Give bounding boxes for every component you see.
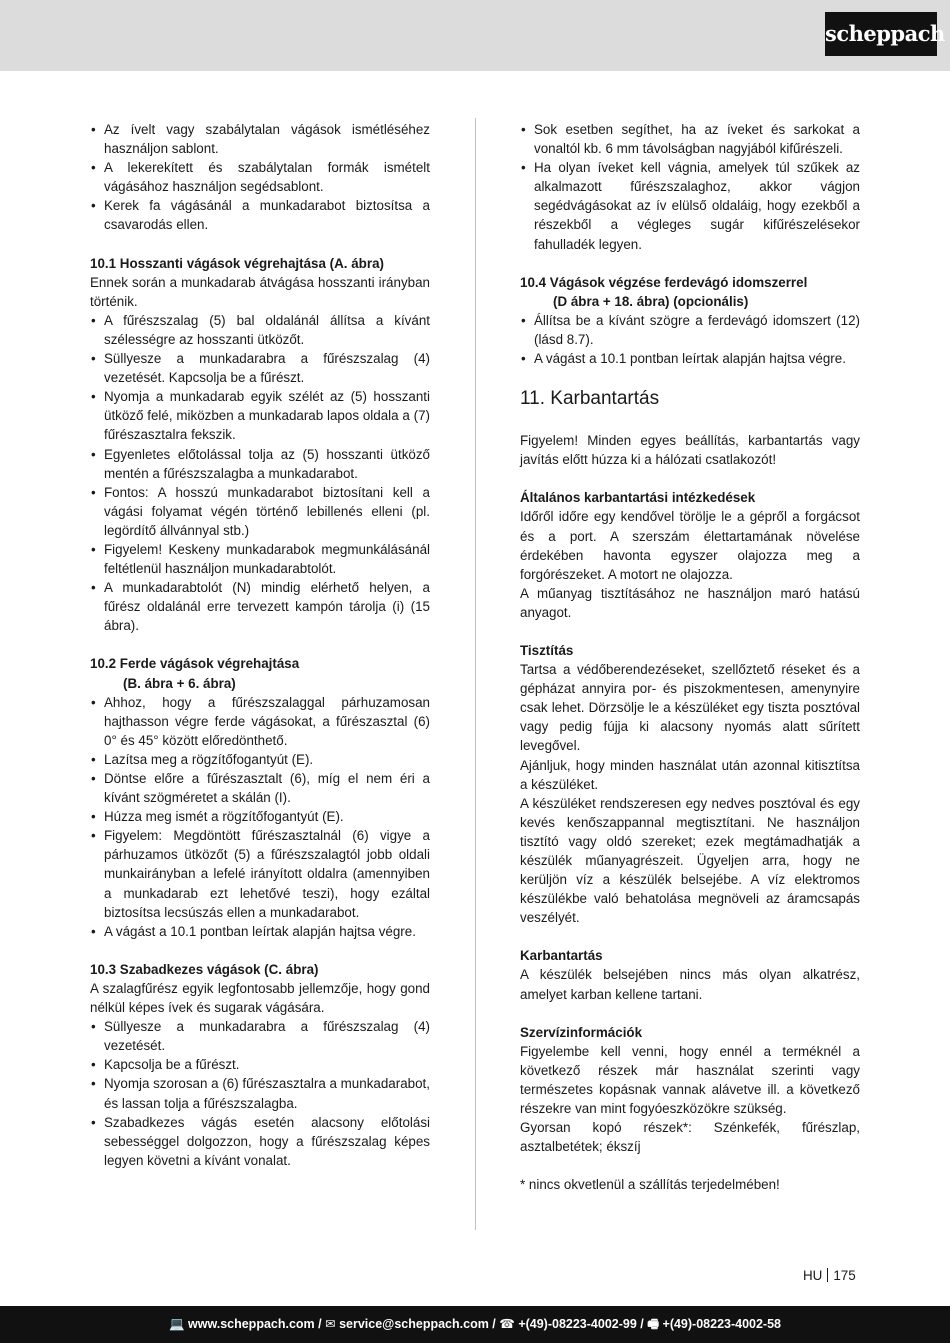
computer-icon: 💻 (168, 1317, 189, 1331)
list-item: • A munkadarabtolót (N) mindig elérhető helyen, a fűrész oldalánál erre tervezett kampón tárolja (i) (15 ábra). (90, 578, 430, 635)
left-column (90, 120, 430, 1170)
list-item: • Ha olyan íveket kell vágnia, amelyek túl szűkek az alkalmazott fűrészszalaghoz, akkor vágjon segédvágásokat az ív elülső oldaláig, hogy ezekből a részekből a végleges sugár kifűrészelésekor fahulladék legyen. (520, 158, 860, 253)
page-number (803, 1266, 856, 1285)
list-item: • Lazítsa meg a rögzítőfogantyút (E). (90, 750, 430, 769)
intro-bullet-list (520, 120, 860, 254)
list-item: • Ahhoz, hogy a fűrészszalaggal párhuzamosan hajthasson végre ferde vágásokat, a fűrészasztal (6) 0° és 45° között előredönthető. (90, 693, 430, 750)
heading-line-2: (B. ábra + 6. ábra) (123, 675, 236, 691)
list-item: • Szabadkezes vágás esetén alacsony előtolási sebességgel dolgozzon, hogy a fűrészszalag képes legyen követni a kívánt vonalat. (90, 1113, 430, 1170)
service-info-heading: Szervízinformációk (520, 1024, 643, 1040)
paragraph: A műanyag tisztításához ne használjon maró hatású anyagot. (520, 585, 860, 620)
email-link[interactable]: service@scheppach.com / (339, 1317, 496, 1331)
section-10-3-list (90, 1017, 430, 1170)
paragraph: Időről időre egy kendővel törölje le a gépről a forgácsot és a port. A szerszám élettartamának növelése érdekében havonta egyszer olajozza meg a forgórészeket. A motort ne olajozza. (520, 509, 860, 582)
list-item: • Döntse előre a fűrészasztalt (6), míg el nem éri a kívánt szögméretet a skálán (I). (90, 769, 430, 807)
footer-bar (0, 1306, 950, 1343)
section-heading-10-1: 10.1 Hosszanti vágások végrehajtása (A. ábra) (90, 255, 384, 271)
paragraph: Tartsa a védőberendezéseket, szellőztető réseket és a gépházat annyira por- és piszokmentesen, amenynyire csak lehet. Dörzsölje le a készüléket egy tiszta posztóval vagy pedig fújja ki alacsony nyomás alatt sűrített levegővel. (520, 662, 860, 754)
footnote: * nincs okvetlenül a szállítás terjedelmében! (520, 1177, 780, 1193)
heading-line-1: 10.4 Vágások végzése ferdevágó idomszerrel (520, 274, 808, 290)
heading-line-2: (D ábra + 18. ábra) (opcionális) (553, 293, 749, 309)
paragraph: A készüléket rendszeresen egy nedves posztóval és egy kevés kenőszappannal megtisztítani. Ne használjon tisztító vagy oldó szereket; ezek megtámadhatják a készülék műanyagrészeit. Ügyeljen arra, hogy ne kerüljön víz a készülék belsejébe. A víz elektromos készülékbe való behatolása megnöveli az áramcsapás veszélyét. (520, 795, 860, 926)
header-bar (0, 0, 950, 71)
phone-icon: ☎ (499, 1317, 519, 1331)
list-item: • A vágást a 10.1 pontban leírtak alapján hajtsa végre. (520, 349, 860, 368)
general-maintenance-heading: Általános karbantartási intézkedések (520, 490, 756, 506)
intro-bullet-list (90, 120, 430, 235)
fax-number: +(49)-08223-4002-58 (662, 1317, 782, 1331)
list-item: • Kerek fa vágásánál a munkadarabot biztosítsa a csavarodás ellen. (90, 196, 430, 234)
section-heading-10-3: 10.3 Szabadkezes vágások (C. ábra) (90, 961, 319, 977)
paragraph: Ajánljuk, hogy minden használat után azonnal kitisztítsa a készüléket. (520, 757, 860, 792)
paragraph: Gyorsan kopó részek*: Szénkefék, fűrészlap, asztalbetétek; ékszíj (520, 1120, 860, 1155)
list-item: • Figyelem: Megdöntött fűrészasztalnál (6) vigye a párhuzamos ütközőt (5) a fűrészszalagtól jobb oldali munkairányban a lefelé irányított oldalra (amennyiben a munkadarab ezt lehetővé teszi), hogy ezáltal biztosítsa lecsúszás ellen a munkadarabot. (90, 826, 430, 921)
list-item: • Nyomja a munkadarab egyik szélét az (5) hosszanti ütköző felé, miközben a munkadarab lapos oldala a (7) fűrészasztalra fekszik. (90, 387, 430, 444)
warning-text: Figyelem! Minden egyes beállítás, karbantartás vagy javítás előtt húzza ki a hálózati csatlakozót! (520, 433, 860, 468)
phone-number: +(49)-08223-4002-99 / (518, 1317, 644, 1331)
chapter-heading-11: 11. Karbantartás (520, 388, 660, 410)
page-number-value: 175 (833, 1268, 856, 1283)
fax-icon: 🖷 (647, 1317, 663, 1331)
maintenance-heading: Karbantartás (520, 948, 603, 964)
list-item: • Az ívelt vagy szabálytalan vágások ismétléséhez használjon sablont. (90, 120, 430, 158)
column-divider (475, 118, 476, 1230)
page-number-separator (827, 1268, 828, 1282)
list-item: • Állítsa be a kívánt szögre a ferdevágó idomszert (12) (lásd 8.7). (520, 311, 860, 349)
heading-line-1: 10.2 Ferde vágások végrehajtása (90, 656, 300, 672)
list-item: • Figyelem! Keskeny munkadarabok megmunkálásánál feltétlenül használjon munkadarabtolót. (90, 540, 430, 578)
section-heading-10-4 (520, 273, 860, 311)
section-heading-10-2 (90, 654, 430, 692)
section-intro: Ennek során a munkadarab átvágása hosszanti irányban történik. (90, 274, 430, 309)
right-column (520, 120, 860, 1194)
cleaning-heading: Tisztítás (520, 642, 574, 658)
list-item: • Sok esetben segíthet, ha az íveket és sarkokat a vonaltól kb. 6 mm távolságban nagyjából kifűrészeli. (520, 120, 860, 158)
list-item: • A fűrészszalag (5) bal oldalánál állítsa a kívánt szélességre az hosszanti ütközőt. (90, 311, 430, 349)
list-item: • Fontos: A hosszú munkadarabot biztosítani kell a vágási folyamat végén történő lebillenés elleni (pl. legördítő állvánnyal stb.) (90, 483, 430, 540)
section-10-2-list (90, 693, 430, 941)
paragraph: A készülék belsejében nincs más olyan alkatrész, amelyet karban kellene tartani. (520, 967, 860, 1002)
list-item: • A lekerekített és szabálytalan formák ismételt vágásához használjon segédsablont. (90, 158, 430, 196)
list-item: • Nyomja szorosan a (6) fűrészasztalra a munkadarabot, és lassan tolja a fűrészszalagba. (90, 1074, 430, 1112)
list-item: • A vágást a 10.1 pontban leírtak alapján hajtsa végre. (90, 922, 430, 941)
section-intro: A szalagfűrész egyik legfontosabb jellemzője, hogy gond nélkül képes ívek és sugarak vágására. (90, 980, 430, 1016)
scheppach-logo: scheppach (825, 12, 937, 56)
language-code: HU (803, 1268, 823, 1283)
list-item: • Húzza meg ismét a rögzítőfogantyút (E). (90, 807, 430, 826)
section-10-1-list (90, 311, 430, 636)
paragraph: Figyelembe kell venni, hogy ennél a terméknél a következő részek már használat szerinti vagy természetes kopásnak vannak alávetve ill. a következő részekre van mint fogyóeszközökre szükség. (520, 1043, 860, 1117)
list-item: • Süllyesze a munkadarabra a fűrészszalag (4) vezetését. (90, 1017, 430, 1055)
email-icon: ✉ (325, 1317, 340, 1331)
section-10-4-list (520, 311, 860, 368)
list-item: • Egyenletes előtolással tolja az (5) hosszanti ütköző mentén a fűrészszalagba a munkadarabot. (90, 445, 430, 483)
list-item: • Süllyesze a munkadarabra a fűrészszalag (4) vezetését. Kapcsolja be a fűrészt. (90, 349, 430, 387)
list-item: • Kapcsolja be a fűrészt. (90, 1055, 430, 1074)
website-link[interactable]: www.scheppach.com / (188, 1317, 322, 1331)
